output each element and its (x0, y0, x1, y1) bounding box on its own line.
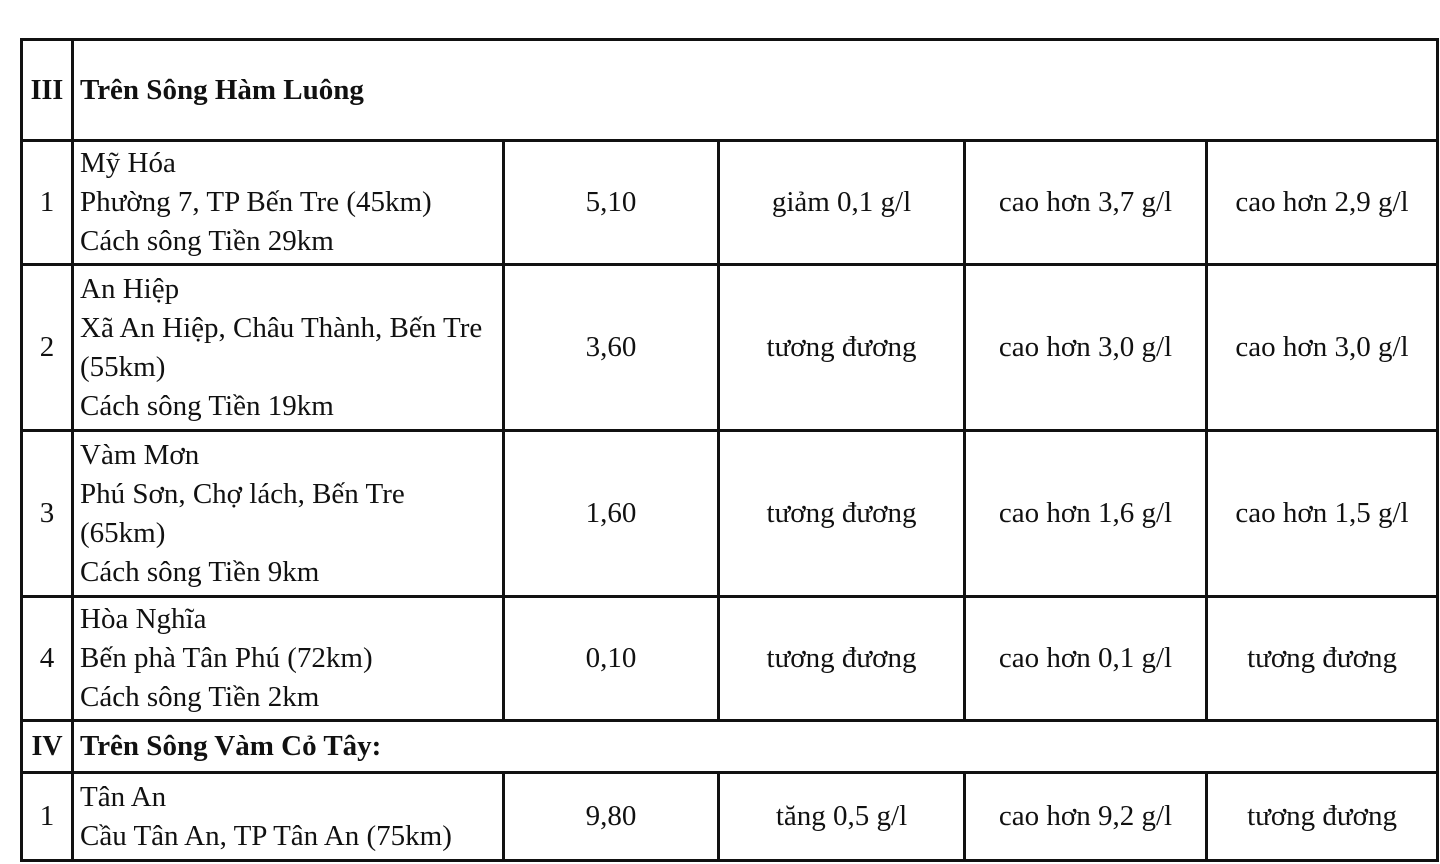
station-distance: Cách sông Tiền 9km (80, 555, 320, 588)
row-number: 2 (22, 265, 73, 431)
row-number: 1 (22, 773, 73, 861)
station-cell (73, 431, 504, 597)
station-location: Phường 7, TP Bến Tre (45km) (80, 186, 432, 218)
station-location: Bến phà Tân Phú (72km) (80, 642, 373, 674)
station-location: Phú Sơn, Chợ lách, Bến Tre (65km) (80, 477, 405, 549)
comparison-1: cao hơn 0,1 g/l (965, 597, 1207, 721)
comparison-2: cao hơn 1,5 g/l (1207, 431, 1438, 597)
station-distance: Cách sông Tiền 19km (80, 389, 334, 422)
salinity-change: giảm 0,1 g/l (719, 141, 965, 265)
row-number: 4 (22, 597, 73, 721)
salinity-value: 1,60 (504, 431, 719, 597)
section-numeral: IV (22, 721, 73, 773)
salinity-value: 0,10 (504, 597, 719, 721)
section-title: Trên Sông Vàm Cỏ Tây: (73, 721, 1438, 773)
salinity-change: tương đương (719, 431, 965, 597)
station-cell (73, 141, 504, 265)
row-number: 1 (22, 141, 73, 265)
station-distance: Cách sông Tiền 2km (80, 681, 320, 713)
table-row (22, 773, 1438, 861)
row-number: 3 (22, 431, 73, 597)
station-name: Mỹ Hóa (80, 147, 176, 179)
salinity-change: tương đương (719, 265, 965, 431)
salinity-value: 3,60 (504, 265, 719, 431)
station-location: Xã An Hiệp, Châu Thành, Bến Tre (55km) (80, 311, 483, 383)
section-title: Trên Sông Hàm Luông (73, 40, 1438, 141)
section-header-row (22, 721, 1438, 773)
salinity-change: tăng 0,5 g/l (719, 773, 965, 861)
station-distance: Cách sông Tiền 29km (80, 225, 334, 257)
comparison-1: cao hơn 3,7 g/l (965, 141, 1207, 265)
salinity-value: 5,10 (504, 141, 719, 265)
salinity-value: 9,80 (504, 773, 719, 861)
comparison-1: cao hơn 1,6 g/l (965, 431, 1207, 597)
comparison-1: cao hơn 3,0 g/l (965, 265, 1207, 431)
table-row (22, 265, 1438, 431)
comparison-2: tương đương (1207, 597, 1438, 721)
table-row (22, 431, 1438, 597)
comparison-1: cao hơn 9,2 g/l (965, 773, 1207, 861)
station-location: Cầu Tân An, TP Tân An (75km) (80, 819, 452, 852)
table-row (22, 141, 1438, 265)
station-name: Hòa Nghĩa (80, 603, 207, 635)
station-cell (73, 597, 504, 721)
comparison-2: cao hơn 3,0 g/l (1207, 265, 1438, 431)
station-cell (73, 265, 504, 431)
station-name: An Hiệp (80, 272, 180, 305)
station-name: Vàm Mơn (80, 438, 200, 471)
comparison-2: tương đương (1207, 773, 1438, 861)
comparison-2: cao hơn 2,9 g/l (1207, 141, 1438, 265)
salinity-change: tương đương (719, 597, 965, 721)
table-row (22, 597, 1438, 721)
section-numeral: III (22, 40, 73, 141)
salinity-table (20, 38, 1439, 862)
station-name: Tân An (80, 780, 167, 813)
section-header-row (22, 40, 1438, 141)
station-cell (73, 773, 504, 861)
